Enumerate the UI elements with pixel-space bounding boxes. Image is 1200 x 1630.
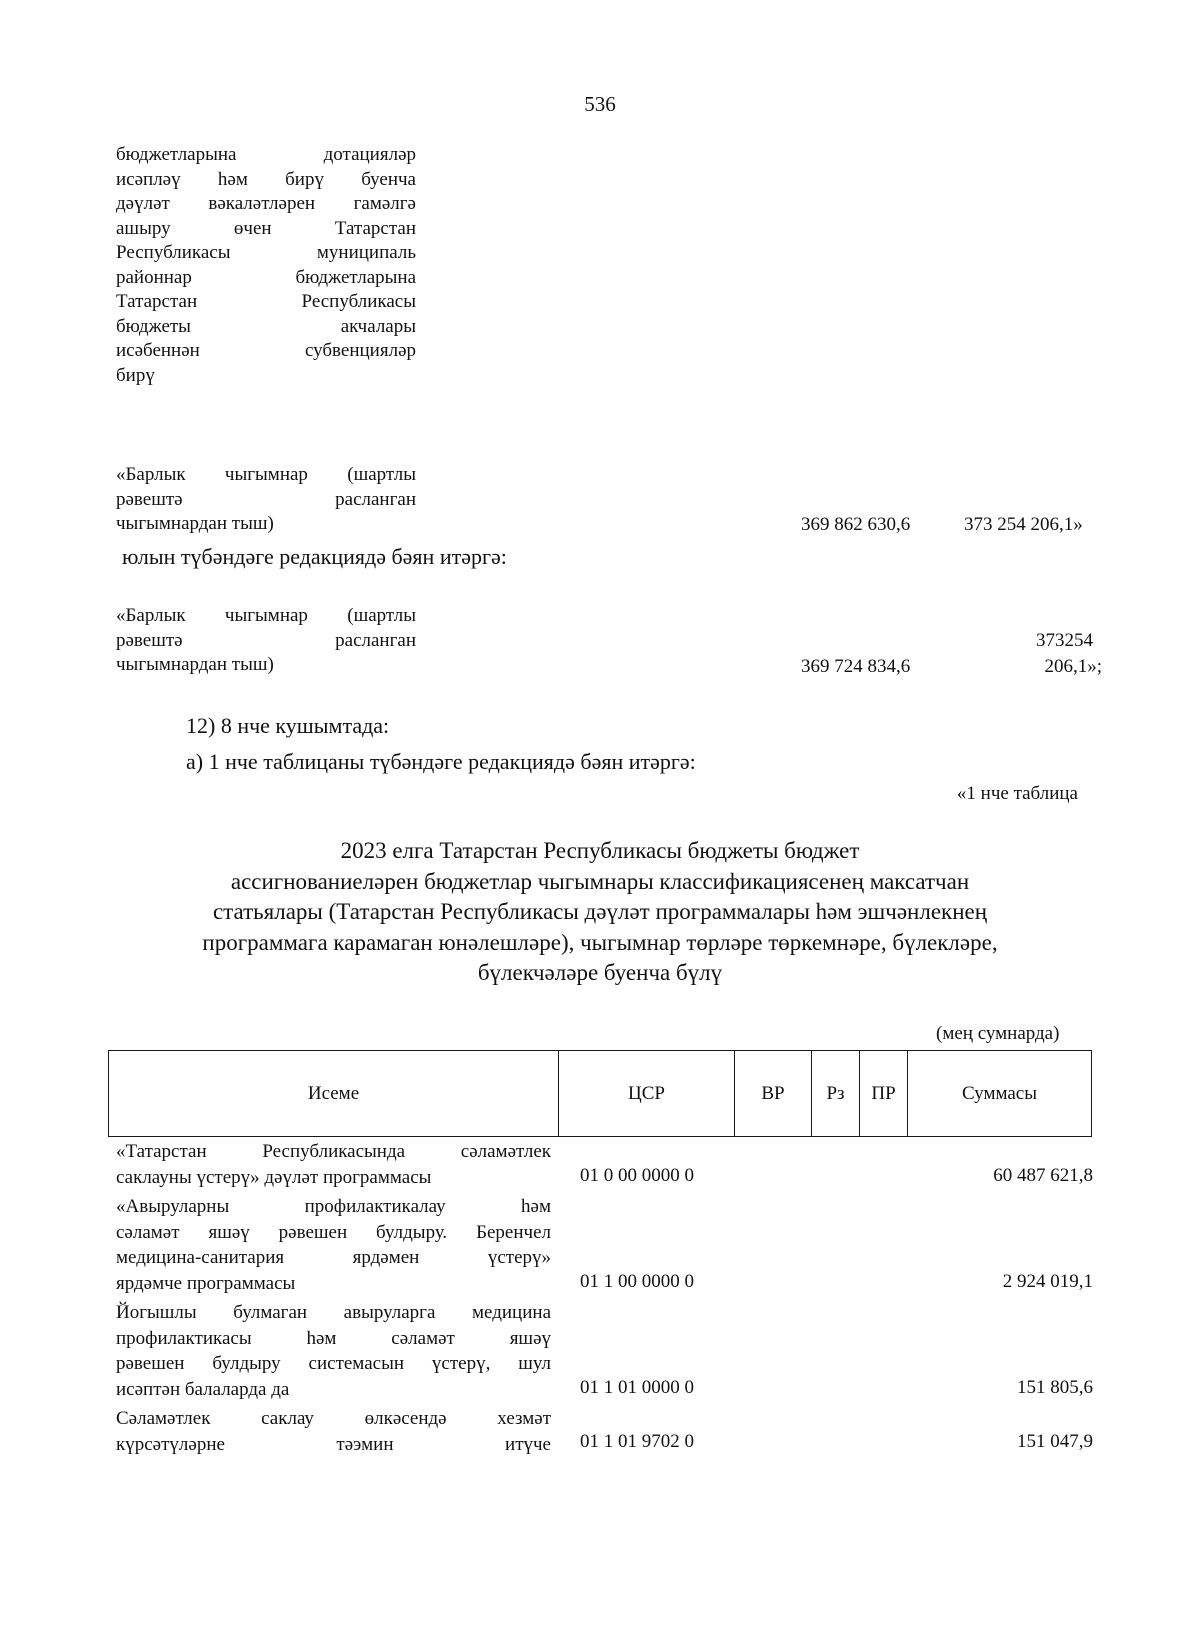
new-total-value-2023-part2: 206,1»;: [1044, 656, 1102, 677]
intro-line: Республикасы муниципаль: [116, 242, 416, 263]
old-total-value-2022: 369 862 630,6: [801, 514, 911, 535]
new-total-line: «Барлык чыгымнар (шартлы: [116, 605, 416, 626]
row-name-line: ярдәмче программасы: [116, 1272, 296, 1294]
intro-text-block: [116, 143, 416, 388]
new-total-line: рәвештә расланган: [116, 629, 416, 651]
row-name-line: медицина-санитария ярдәмен үстерү»: [116, 1247, 551, 1268]
row-name-line: «Авыруларны профилактикалау һәм: [116, 1196, 551, 1217]
table-row-csr: 01 1 01 0000 0: [580, 1377, 694, 1398]
table-row-csr: 01 0 00 0000 0: [580, 1165, 694, 1186]
intro-line: дәүләт вәкаләтләрен гамәлгә: [116, 193, 416, 214]
instruction-text: юлын түбәндәге редакциядә бәян итәргә:: [122, 544, 507, 569]
intro-line: исәпләү һәм бирү буенча: [116, 168, 416, 190]
table-label: «1 нче таблица: [956, 783, 1078, 804]
table-row-sum: 60 487 621,8: [993, 1165, 1093, 1186]
table-title: [0, 836, 1200, 989]
old-total-label: [116, 463, 416, 537]
row-name-line: Сәламәтлек саклау өлкәсендә хезмәт: [116, 1408, 551, 1429]
header-sum: Суммасы: [962, 1082, 1037, 1104]
intro-line: Татарстан Республикасы: [116, 291, 416, 312]
header-rz: Рз: [812, 1051, 860, 1136]
old-total-line: рәвештә расланган: [116, 488, 416, 510]
row-name-line: профилактикасы һәм сәламәт яшәү: [116, 1327, 551, 1349]
intro-line: бюджеты акчалары: [116, 315, 416, 337]
intro-line: бюджетларына дотацияләр: [116, 144, 416, 165]
table-row-sum: 2 924 019,1: [1002, 1271, 1093, 1292]
header-pr: ПР: [860, 1051, 908, 1136]
table-row-sum: 151 047,9: [1017, 1431, 1093, 1452]
old-total-line: «Барлык чыгымнар (шартлы: [116, 464, 416, 485]
table-row-name: [116, 1139, 551, 1190]
new-total-value-2023-part1: 373254: [1036, 630, 1093, 651]
old-total-value-2023: 373 254 206,1»: [964, 514, 1083, 535]
title-line: 2023 елга Татарстан Республикасы бюджеты бюджет: [340, 838, 860, 863]
title-line: ассигнованиеләрен бюджетлар чыгымнары классификациясенең максатчан: [230, 868, 970, 894]
header-vr: ВР: [735, 1051, 812, 1136]
new-total-value-2022: 369 724 834,6: [801, 656, 911, 677]
intro-line: ашыру өчен Татарстан: [116, 217, 416, 239]
title-line: бүлекчәләре буенча бүлү: [477, 960, 723, 985]
table-row-name: [116, 1406, 551, 1457]
table-row-name: [116, 1300, 551, 1402]
row-name-line: Йогышлы булмаган авыруларга медицина: [116, 1302, 551, 1323]
intro-line: исәбеннән субвенцияләр: [116, 340, 416, 361]
table-header: [108, 1050, 1092, 1137]
row-name-line: саклауны үстерү» дәүләт программасы: [116, 1166, 432, 1188]
row-name-line: «Татарстан Республикасында сәламәтлек: [116, 1141, 551, 1162]
item-12: 12) 8 нче кушымтада:: [186, 713, 390, 738]
header-csr: ЦСР: [559, 1051, 735, 1136]
row-name-line: рәвешен булдыру системасын үстерү, шул: [116, 1353, 551, 1374]
intro-line: бирү: [116, 364, 155, 386]
row-name-line: сәламәт яшәү рәвешен булдыру. Беренчел: [116, 1221, 551, 1243]
table-row-sum: 151 805,6: [1017, 1377, 1093, 1398]
intro-line: районнар бюджетларына: [116, 266, 416, 288]
item-12a: а) 1 нче таблицаны түбәндәге редакциядә бәян итәргә:: [186, 749, 696, 774]
row-name-line: күрсәтүләрне тәэмин итүче: [116, 1433, 551, 1455]
table-row-name: [116, 1194, 551, 1296]
old-total-line: чыгымнардан тыш): [116, 513, 274, 534]
table-row-csr: 01 1 00 0000 0: [580, 1271, 694, 1292]
title-line: статьялары (Татарстан Республикасы дәүләт программалары һәм эшчәнлекнең: [212, 899, 988, 924]
title-line: программага карамаган юнәлешләре), чыгымнар төрләре төркемнәре, бүлекләре,: [202, 929, 998, 955]
table-row-csr: 01 1 01 9702 0: [580, 1431, 694, 1452]
units-note: (мең сумнарда): [936, 1023, 1060, 1044]
row-name-line: исәптән балаларда да: [116, 1378, 290, 1400]
header-name: Исеме: [109, 1051, 559, 1136]
new-total-line: чыгымнардан тыш): [116, 654, 274, 675]
new-total-label: [116, 604, 416, 678]
page-number: 536: [584, 92, 616, 116]
